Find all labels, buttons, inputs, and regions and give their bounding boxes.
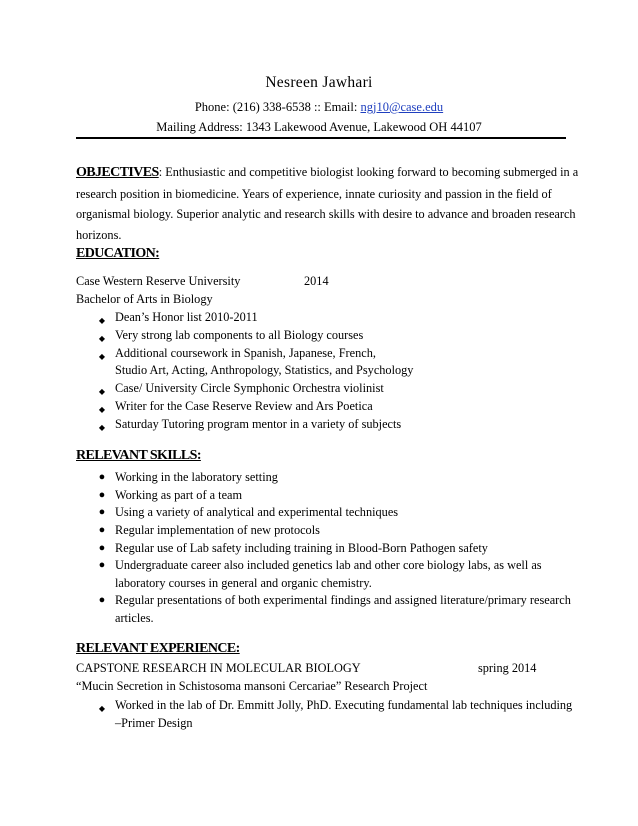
phone-text: Phone: (216) 338-6538 :: Email: — [194, 100, 361, 114]
resume-page: Nesreen Jawhari Phone: (216) 338-6538 :: Email: ngj10@case.edu Mailing Address: 1343 Lakewood Avenue, Lakewood OH 44107 OBJECTIVES: Enthusiastic and competitive biologist looking forward to becoming submerged in a research position in biomedicine. Years of experience, innate curiosity and passion in the field of organismal biology. Superior analytic and research skills with desire to advance and broaden research horizons. EDUCATION: Case Western Reserve University 2014 Bachelor of Arts in Biology ◆ Dean’s Honor list 2010-2011 ◆ Very strong lab components to all Biology courses ◆ Additional coursework in Spanish, Japanese, French, Studio Art, Acting, Anthropology, Statistics, and Psychology ◆ Case/ University Circle Symphonic Orchestra violinist ◆ Writer for the Case Reserve Review and Ars Poetica ◆ Saturday Tutoring program mentor in a variety of subjects RELEVANT SKILLS: ● Working in the laboratory setting ● Working as part of a team ● Using a variety of analytical and experimental techniques ● Regular implementation of new protocols ● Regular use of Lab safety including training in Blood-Born Pathogen safety ● Undergraduate career also included genetics lab and other core biology labs, as well as laboratory courses in general and organic chemistry. ● Regular presentations of both experimental findings and assigned literature/primary research articles. RELEVANT EXPERIENCE: CAPSTONE RESEARCH IN MOLECULAR BIOLOGY spring 2014 “Mucin Secretion in Schistosoma mansoni Cercariae” Research Project ◆ Worked in the lab of Dr. Emmitt Jolly, PhD. Executing fundamental lab techniques including –Primer Design — [0, 0, 638, 826]
education-heading: EDUCATION: — [76, 246, 160, 261]
school-name: Case Western Reserve University — [76, 274, 241, 288]
bullet-icon: ● — [98, 559, 106, 571]
objectives-line-4: horizons. — [76, 227, 122, 242]
header-divider — [76, 137, 566, 139]
diamond-bullet-icon: ◆ — [98, 704, 106, 713]
bullet-icon: ● — [98, 471, 106, 483]
diamond-bullet-icon: ◆ — [98, 316, 106, 325]
bullet-icon: ● — [98, 489, 106, 501]
diamond-bullet-icon: ◆ — [98, 423, 106, 432]
contact-line — [0, 100, 638, 115]
skills-heading: RELEVANT SKILLS: — [76, 448, 201, 463]
mailing-address: Mailing Address: 1343 Lakewood Avenue, Lakewood OH 44107 — [156, 120, 482, 134]
diamond-bullet-icon: ◆ — [98, 387, 106, 396]
objectives-section — [76, 162, 579, 245]
bullet-icon: ● — [98, 506, 106, 518]
diamond-bullet-icon: ◆ — [98, 405, 106, 414]
diamond-bullet-icon: ◆ — [98, 334, 106, 343]
diamond-bullet-icon: ◆ — [98, 352, 106, 361]
experience-project: “Mucin Secretion in Schistosoma mansoni Cercariae” Research Project — [76, 679, 428, 693]
email-link[interactable]: ngj10@case.edu — [360, 100, 444, 114]
objectives-line-2: research position in biomedicine. Years of experience, innate curiosity and passion in the field of — [76, 186, 552, 201]
degree: Bachelor of Arts in Biology — [76, 292, 213, 306]
bullet-icon: ● — [98, 524, 106, 536]
bullet-icon: ● — [98, 542, 106, 554]
experience-title: CAPSTONE RESEARCH IN MOLECULAR BIOLOGY — [76, 661, 361, 675]
objectives-heading: OBJECTIVES — [76, 165, 159, 180]
experience-date: spring 2014 — [478, 661, 537, 675]
candidate-name: Nesreen Jawhari — [265, 74, 373, 91]
experience-heading: RELEVANT EXPERIENCE: — [76, 641, 240, 656]
graduation-year: 2014 — [304, 274, 329, 288]
bullet-icon: ● — [98, 594, 106, 606]
objectives-line-3: organismal biology. Superior analytic and research skills with desire to advance and broaden research — [76, 207, 576, 222]
objectives-line-1: OBJECTIVES: Enthusiastic and competitive biologist looking forward to becoming submerged in a — [76, 165, 579, 180]
